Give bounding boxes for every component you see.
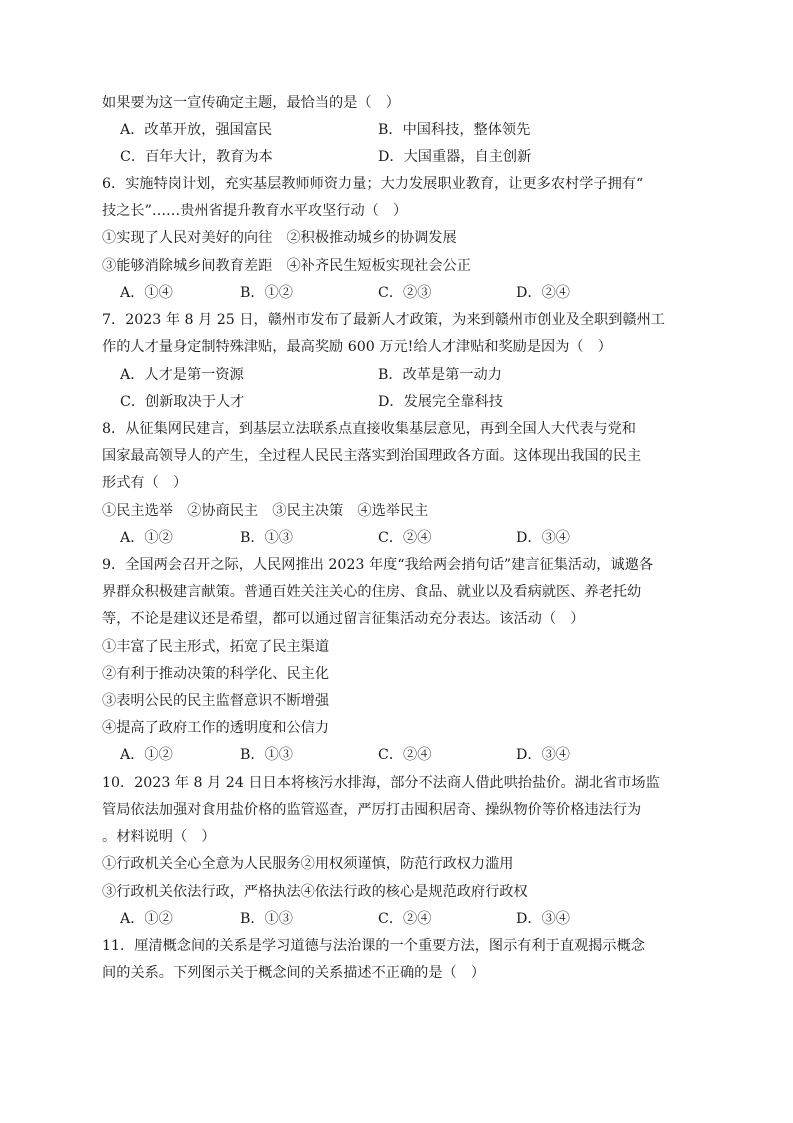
q9-statement-1: ①丰富了民主形式，拓宽了民主渠道 [102, 639, 330, 655]
q9-stem-line1: 9．全国两会召开之际，人民网推出 2023 年度“我给两会捎句话”建言征集活动，诚邀各 [102, 557, 654, 573]
q9-option-a: A．①② [120, 747, 173, 763]
q8-option-a: A．①② [120, 530, 173, 546]
q8-stem-line2: 国家最高领导人的产生，全过程人民民主落实到治国理政各方面。这体现出我国的民主 [102, 448, 642, 464]
q9-option-b: B．①③ [240, 747, 293, 763]
q9-stem-line3: 等，不论是建议还是希望，都可以通过留言征集活动充分表达。该活动（ ） [102, 611, 585, 627]
q7-stem-line2: 作的人才量身定制特殊津贴，最高奖励 600 万元!给人才津贴和奖励是因为（ ） [102, 339, 612, 355]
q8-option-c: C．②④ [378, 530, 432, 546]
q5-stem-tail: 如果要为这一宣传确定主题，最恰当的是（ ） [102, 95, 400, 111]
q6-stem-line2: 技之长”……贵州省提升教育水平攻坚行动（ ） [102, 203, 408, 219]
q6-stem-line1: 6．实施特岗计划，充实基层教师师资力量；大力发展职业教育，让更多农村学子拥有“ [102, 176, 644, 192]
q9-statement-2: ②有利于推动决策的科学化、民主化 [102, 666, 330, 682]
q10-stem-line1: 10．2023 年 8 月 24 日日本将核污水排海，部分不法商人借此哄抬盐价。湖北省市场监 [102, 775, 660, 791]
q6-option-c: C．②③ [378, 285, 432, 301]
q6-option-b: B．①② [240, 285, 293, 301]
q10-option-d: D．③④ [516, 911, 570, 927]
q7-option-d: D．发展完全靠科技 [378, 394, 503, 410]
q9-stem-line2: 界群众积极建言献策。普通百姓关注关心的住房、食品、就业以及看病就医、养老托幼 [102, 584, 642, 600]
q7-stem-line1: 7．2023 年 8 月 25 日，赣州市发布了最新人才政策，为来到赣州市创业及全职到赣州工 [102, 312, 665, 328]
q7-option-c: C．创新取决于人才 [120, 394, 245, 410]
q6-statements-2: ③能够消除城乡间教育差距 ④补齐民生短板实现社会公正 [102, 258, 471, 274]
q10-option-a: A．①② [120, 911, 173, 927]
q5-option-b: B．中国科技，整体领先 [378, 122, 531, 138]
q10-statements-1: ①行政机关全心全意为人民服务②用权须谨慎，防范行政权力滥用 [102, 856, 514, 872]
q9-option-c: C．②④ [378, 747, 432, 763]
q8-stem-line1: 8．从征集网民建言，到基层立法联系点直接收集基层意见，再到全国人大代表与党和 [102, 421, 636, 437]
q11-stem-line1: 11．厘清概念间的关系是学习道德与法治课的一个重要方法，图示有利于直观揭示概念 [102, 938, 645, 954]
q9-statement-3: ③表明公民的民主监督意识不断增强 [102, 693, 330, 709]
q9-statement-4: ④提高了政府工作的透明度和公信力 [102, 720, 330, 736]
q8-option-b: B．①③ [240, 530, 293, 546]
q7-option-a: A．人才是第一资源 [120, 367, 244, 383]
q8-option-d: D．③④ [516, 530, 570, 546]
q6-statements-1: ①实现了人民对美好的向往 ②积极推动城乡的协调发展 [102, 230, 457, 246]
q6-option-d: D．②④ [516, 285, 570, 301]
q8-statements: ①民主选举 ②协商民主 ③民主决策 ④选举民主 [102, 503, 429, 519]
q5-option-d: D．大国重器，自主创新 [378, 149, 532, 165]
q10-statements-2: ③行政机关依法行政，严格执法④依法行政的核心是规范政府行政权 [102, 884, 528, 900]
q5-option-c: C．百年大计，教育为本 [120, 149, 273, 165]
q10-option-b: B．①③ [240, 911, 293, 927]
q11-stem-line2: 间的关系。下列图示关于概念间的关系描述不正确的是（ ） [102, 965, 486, 981]
q5-option-a: A．改革开放，强国富民 [120, 122, 273, 138]
q10-option-c: C．②④ [378, 911, 432, 927]
q10-stem-line2: 管局依法加强对食用盐价格的监管巡查，严厉打击囤积居奇、操纵物价等价格违法行为 [102, 802, 642, 818]
q8-stem-line3: 形式有（ ） [102, 475, 188, 491]
q9-option-d: D．③④ [516, 747, 570, 763]
q10-stem-line3: 。材料说明（ ） [102, 829, 216, 845]
q7-option-b: B．改革是第一动力 [378, 367, 502, 383]
q6-option-a: A．①④ [120, 285, 173, 301]
